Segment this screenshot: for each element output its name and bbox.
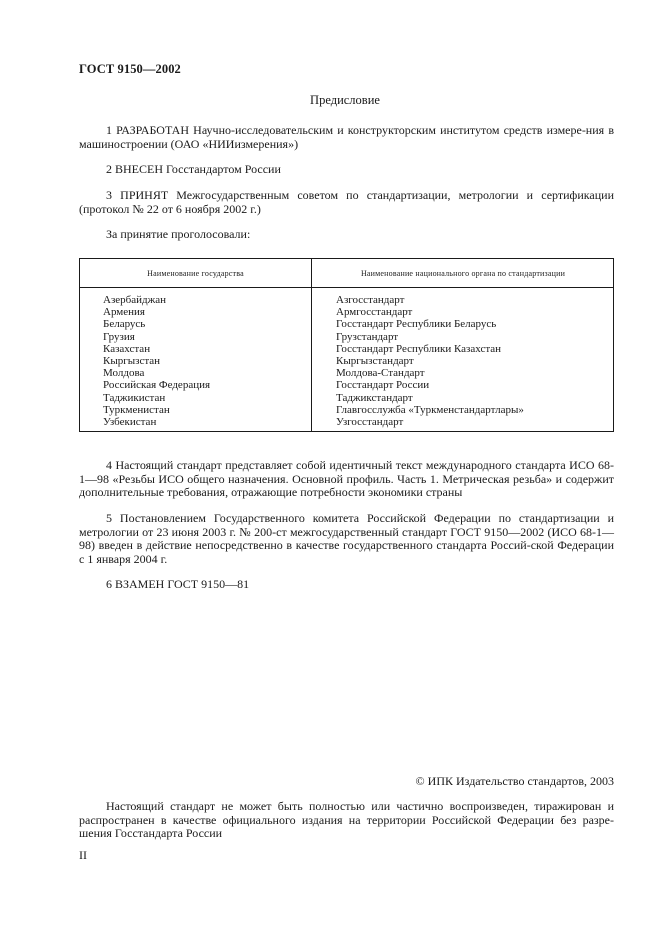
table-cell-standards-body: Госстандарт Республики Казахстан xyxy=(336,342,502,355)
paragraph-adopted-by: 3 ПРИНЯТ Межгосударственным советом по стандартизации, метрологии и сертификации (протокол № 22 от 6 ноября 2002 г.) xyxy=(79,188,614,216)
table-header-divider xyxy=(80,287,613,288)
table-cell-state: Кыргызстан xyxy=(103,355,161,368)
table-cell-standards-body: Азгосстандарт xyxy=(336,294,405,306)
table-cell-standards-body: Таджикстандарт xyxy=(336,391,413,404)
paragraph-voted-for: За принятие проголосовали: xyxy=(106,227,251,241)
table-cell-state: Азербайджан xyxy=(103,294,167,306)
foreword-title: Предисловие xyxy=(310,93,380,107)
table-cell-standards-body: Узгосстандарт xyxy=(336,416,404,429)
table-cell-state: Узбекистан xyxy=(103,416,157,429)
paragraph-identical-text: 4 Настоящий стандарт представляет собой идентичный текст международного стандарта ИСО 68-1—98 «Резьбы ИСО общего назначения. Основной профиль. Часть 1. Метрическая резьба» и содержит дополнительные требования, отражающие потребности экономики страны xyxy=(79,458,614,499)
table-header-standards-body: Наименование национального органа по стандартизации xyxy=(360,269,566,278)
table-cell-state: Молдова xyxy=(103,367,145,380)
table-cell-state: Таджикистан xyxy=(103,391,166,404)
table-header-state: Наименование государства xyxy=(147,269,244,278)
paragraph-replaces: 6 ВЗАМЕН ГОСТ 9150—81 xyxy=(106,577,250,591)
states-column xyxy=(103,294,210,428)
paragraph-developed-by: 1 РАЗРАБОТАН Научно-исследовательским и конструкторским институтом средств измере-ния в машиностроении (ОАО «НИИизмерения») xyxy=(79,123,614,151)
table-cell-state: Беларусь xyxy=(103,318,146,331)
document-code-header: ГОСТ 9150—2002 xyxy=(79,62,181,76)
copyright-notice: © ИПК Издательство стандартов, 2003 xyxy=(415,774,614,788)
table-cell-standards-body: Молдова-Стандарт xyxy=(336,367,425,380)
reproduction-notice: Настоящий стандарт не может быть полностью или частично воспроизведен, тиражирован и распространен в качестве официального издания на территории Российской Федерации без разре-шения Госстандарта России xyxy=(79,799,614,840)
table-cell-state: Российская Федерация xyxy=(103,379,211,392)
paragraph-introduced-by: 2 ВНЕСЕН Госстандартом России xyxy=(106,162,281,176)
table-cell-standards-body: Госстандарт Республики Беларусь xyxy=(336,318,497,331)
paragraph-enactment: 5 Постановлением Государственного комитета Российской Федерации по стандартизации и метрологии от 23 июня 2003 г. № 200-ст межгосударственный стандарт ГОСТ 9150—2002 (ИСО 68-1—98) введен в действие непосредственно в качестве государственного стандарта Россий-ской Федерации с 1 января 2004 г. xyxy=(79,511,614,566)
table-cell-standards-body: Кыргызстандарт xyxy=(336,355,414,368)
table-cell-standards-body: Госстандарт России xyxy=(336,379,430,392)
standards-bodies-column xyxy=(336,294,524,428)
table-cell-standards-body: Главгосслужба «Туркменстандартлары» xyxy=(336,403,524,416)
voting-states-table xyxy=(79,258,614,432)
page-number: II xyxy=(79,848,87,862)
table-column-divider xyxy=(311,259,312,431)
table-cell-standards-body: Грузстандарт xyxy=(336,330,399,343)
table-cell-state: Грузия xyxy=(103,330,135,343)
table-cell-state: Туркменистан xyxy=(103,403,170,416)
table-cell-state: Армения xyxy=(103,306,145,319)
table-cell-standards-body: Армгосстандарт xyxy=(336,306,413,319)
table-cell-state: Казахстан xyxy=(103,342,151,355)
